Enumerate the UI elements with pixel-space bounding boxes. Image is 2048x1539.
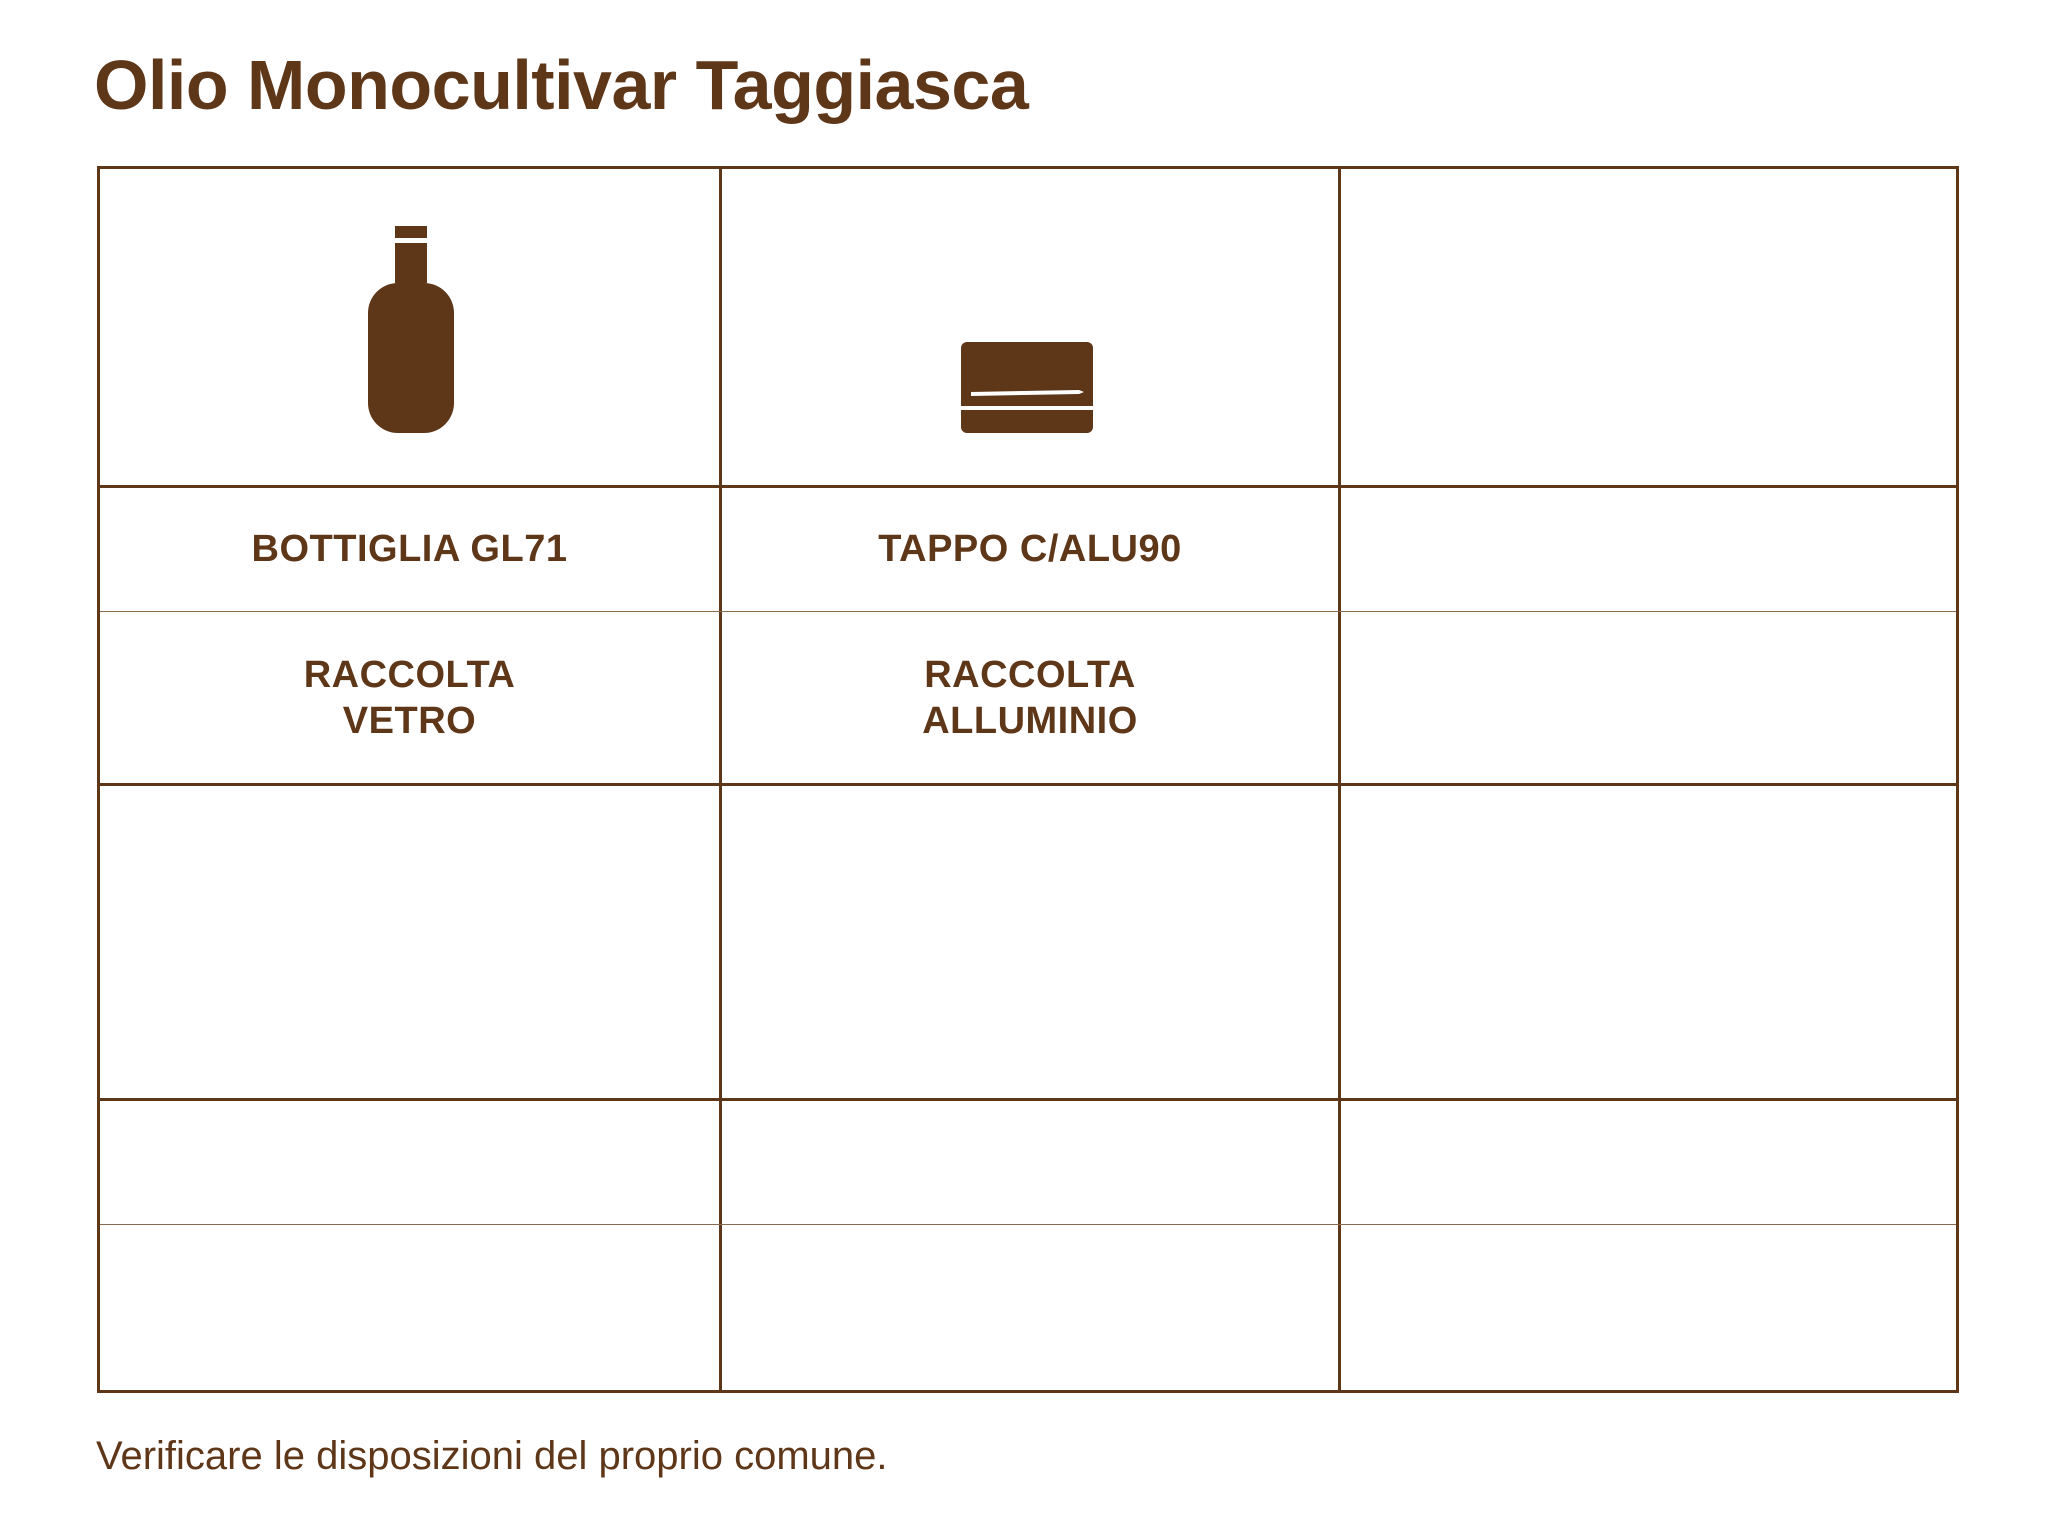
disposal-instruction: RACCOLTA ALLUMINIO	[922, 653, 1138, 742]
cap-icon	[961, 342, 1093, 433]
row-divider	[100, 1224, 1956, 1225]
disposal-instruction: RACCOLTA VETRO	[303, 653, 516, 742]
component-name	[1341, 488, 1959, 611]
disposal-instruction	[1341, 612, 1959, 783]
row-divider	[100, 1098, 1956, 1101]
icon-cell-empty	[1341, 169, 1959, 485]
footnote: Verificare le disposizioni del proprio comune.	[96, 1434, 888, 1478]
component-name: BOTTIGLIA GL71	[251, 528, 568, 570]
bottle-icon	[368, 226, 454, 433]
icon-cell-cap	[722, 169, 1338, 485]
icon-cell-bottle	[100, 169, 719, 485]
page-title: Olio Monocultivar Taggiasca	[94, 46, 1029, 124]
packaging-table	[97, 166, 1959, 1393]
component-name: TAPPO C/ALU90	[878, 528, 1182, 570]
row-divider	[100, 783, 1956, 786]
